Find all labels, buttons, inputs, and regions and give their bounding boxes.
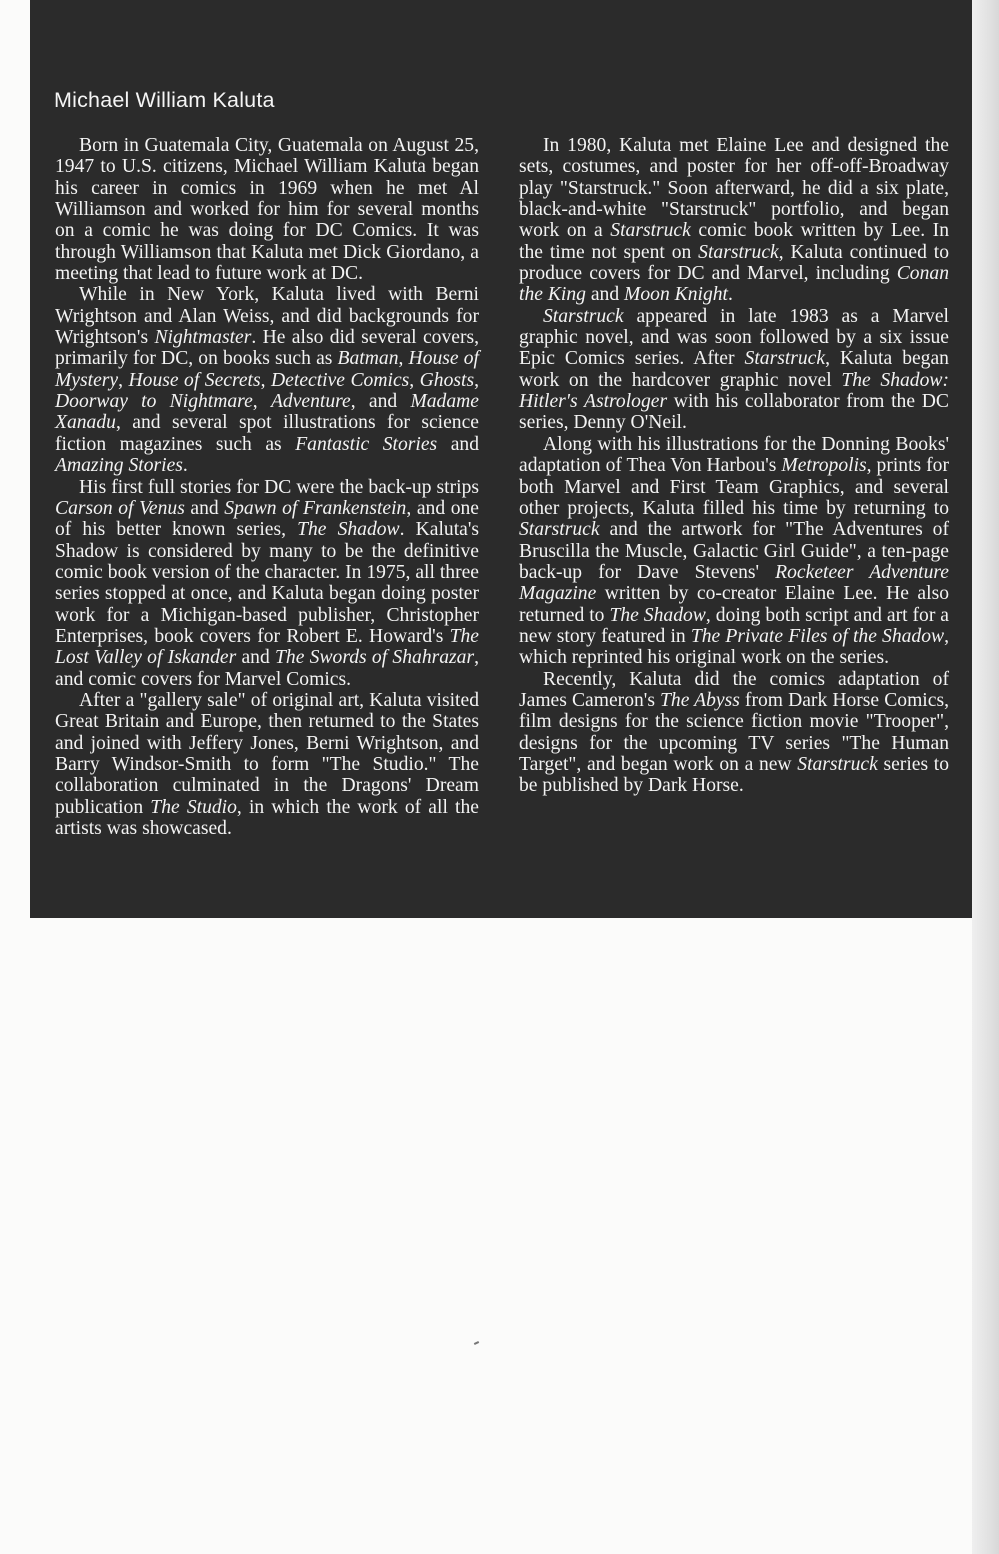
italic-title-text: Metropolis xyxy=(781,455,867,477)
paragraph-text: . xyxy=(182,455,188,477)
paragraph-text: and xyxy=(585,284,625,306)
paragraph-text: Along with his illustrations for the Donning Books' adaptation of Thea Von Harbou's xyxy=(519,433,949,477)
paragraph-text: written by co-creator Elaine Lee. He also returned to xyxy=(519,583,949,626)
italic-title-text: Nightmaster xyxy=(154,327,252,349)
paragraph xyxy=(55,477,479,690)
paragraph xyxy=(55,690,479,839)
paragraph-text: and xyxy=(437,433,480,455)
italic-title-text: The Swords of Shahrazar xyxy=(275,647,475,669)
right-column xyxy=(519,135,949,797)
italic-title-text: Fantastic Stories xyxy=(295,433,438,455)
paragraph-text: His first full stories for DC were the back-up strips xyxy=(79,476,479,498)
paragraph-text: While in New York, Kaluta lived with Berni Wrightson and Alan Weiss, and did backgrounds for Wrightson's xyxy=(55,284,479,349)
italic-title-text: Ghosts xyxy=(419,369,475,391)
paragraph xyxy=(519,306,949,434)
paragraph-text: . xyxy=(728,284,733,306)
italic-title-text: Moon Knight xyxy=(624,284,729,306)
italic-title-text: Starstruck xyxy=(698,241,779,263)
italic-title-text: Madame Xanadu xyxy=(55,391,479,434)
italic-title-text: Starstruck xyxy=(543,305,624,327)
paragraph-text: , doing both script and art for a new story featured in xyxy=(519,604,950,647)
italic-title-text: Conan the King xyxy=(519,263,949,306)
italic-title-text: House of Secrets xyxy=(128,369,261,391)
left-column xyxy=(55,135,479,839)
paragraph-text: Born in Guatemala City, Guatemala on August 25, 1947 to U.S. citizens, Michael William Kaluta began his career in comics in 1969 when he met Al Williamson and worked for him for several months on a comic he was doing for DC Comics. It was through Williamson that Kaluta met Dick Giordano, a meeting that lead to future work at DC. xyxy=(55,135,479,285)
paragraph-text: In 1980, Kaluta met Elaine Lee and designed the sets, costumes, and poster for her off-off-Broadway play "Starstruck." Soon afterward, he did a six plate, black-and-white "Starstruck" portfolio, and began work on a xyxy=(519,135,949,242)
paragraph-text: series to be published by Dark Horse. xyxy=(519,753,950,797)
italic-title-text: Carson of Venus xyxy=(55,497,185,519)
paragraph-text: , xyxy=(252,391,271,413)
paragraph-text: , xyxy=(260,369,272,391)
paragraph xyxy=(519,669,949,797)
italic-title-text: The Shadow xyxy=(297,519,400,541)
paragraph-text: , which reprinted his original work on the series. xyxy=(519,625,949,669)
paragraph-text: from Dark Horse Comics, film designs for the science fiction movie "Trooper", designs for the upcoming TV series "The Human Target", and began work on a new xyxy=(519,689,949,775)
italic-title-text: Starstruck xyxy=(519,519,600,541)
paragraph-text: and xyxy=(184,497,225,519)
paragraph-text: , xyxy=(409,369,420,391)
paragraph-text: , xyxy=(118,369,129,391)
paragraph-text: , and xyxy=(350,391,411,413)
paragraph-text: comic book written by Lee. In the time not spent on xyxy=(519,220,949,263)
italic-title-text: The Studio xyxy=(150,796,237,818)
biography-panel xyxy=(30,0,972,918)
paragraph-text: , Kaluta began work on the hardcover graphic novel xyxy=(519,348,949,391)
page-right-edge xyxy=(972,0,999,1554)
italic-title-text: Adventure xyxy=(270,391,351,413)
paragraph xyxy=(55,284,479,476)
paragraph-text: , and one of his better known series, xyxy=(55,497,479,541)
paragraph-text: After a "gallery sale" of original art, Kaluta visited Great Britain and Europe, then returned to the States and joined with Jeffery Jones, Berni Wrightson, and Barry Windsor-Smith to form "The Studio." The collaboration culminated in the Dragons' Dream publication xyxy=(55,689,479,818)
italic-title-text: House of Mystery xyxy=(55,348,479,391)
italic-title-text: Spawn of Frankenstein xyxy=(224,497,407,519)
paragraph-text: , xyxy=(474,369,480,391)
paragraph-text: with his collaborator from the DC series, Denny O'Neil. xyxy=(519,391,949,434)
paragraph-text: , xyxy=(398,348,409,370)
paragraph-text: and the artwork for "The Adventures of Bruscilla the Muscle, Galactic Girl Guide", a ten-page back-up for Dave Stevens' xyxy=(519,519,949,583)
italic-title-text: Rocketeer Adventure Magazine xyxy=(519,561,950,605)
paragraph-text: , Kaluta continued to produce covers for DC and Marvel, including xyxy=(519,241,949,285)
biography-title: Michael William Kaluta xyxy=(54,88,275,112)
paragraph-text: . Kaluta's Shadow is considered by many to be the definitive comic book version of the character. In 1975, all three series stopped at once, and Kaluta began doing poster work for a Michigan-based publisher, Christopher Enterprises, book covers for Robert E. Howard's xyxy=(55,519,480,647)
paragraph xyxy=(519,135,949,306)
italic-title-text: The Shadow xyxy=(609,604,706,626)
stray-ink-mark xyxy=(474,1341,479,1345)
italic-title-text: Starstruck xyxy=(610,220,691,242)
italic-title-text: Doorway to Nightmare xyxy=(55,391,253,413)
paragraph-text: . He also did several covers, primarily for DC, on books such as xyxy=(55,327,479,370)
paragraph-text: Recently, Kaluta did the comics adaptation of James Cameron's xyxy=(519,668,949,711)
italic-title-text: The Lost Valley of Iskander xyxy=(55,625,479,669)
italic-title-text: Starstruck xyxy=(797,753,878,775)
italic-title-text: The Shadow: Hitler's Astrologer xyxy=(519,369,949,413)
paragraph-text: , in which the work of all the artists was showcased. xyxy=(55,796,479,839)
italic-title-text: Starstruck xyxy=(744,348,826,370)
italic-title-text: The Abyss xyxy=(660,689,740,711)
paragraph-text: appeared in late 1983 as a Marvel graphic novel, and was soon followed by a six issue Epic Comics series. After xyxy=(519,305,949,370)
italic-title-text: Detective Comics xyxy=(271,369,410,391)
paragraph-text: and xyxy=(236,647,276,669)
paragraph-text: , and comic covers for Marvel Comics. xyxy=(55,647,479,690)
italic-title-text: The Private Files of the Shadow xyxy=(690,625,945,647)
paragraph-text: , and several spot illustrations for science fiction magazines such as xyxy=(55,412,479,455)
paragraph xyxy=(519,434,949,669)
italic-title-text: Batman xyxy=(337,348,399,370)
paragraph xyxy=(55,135,479,284)
paragraph-text: , prints for both Marvel and First Team Graphics, and several other projects, Kaluta filled his time by returning to xyxy=(519,455,949,519)
italic-title-text: Amazing Stories xyxy=(55,455,183,477)
